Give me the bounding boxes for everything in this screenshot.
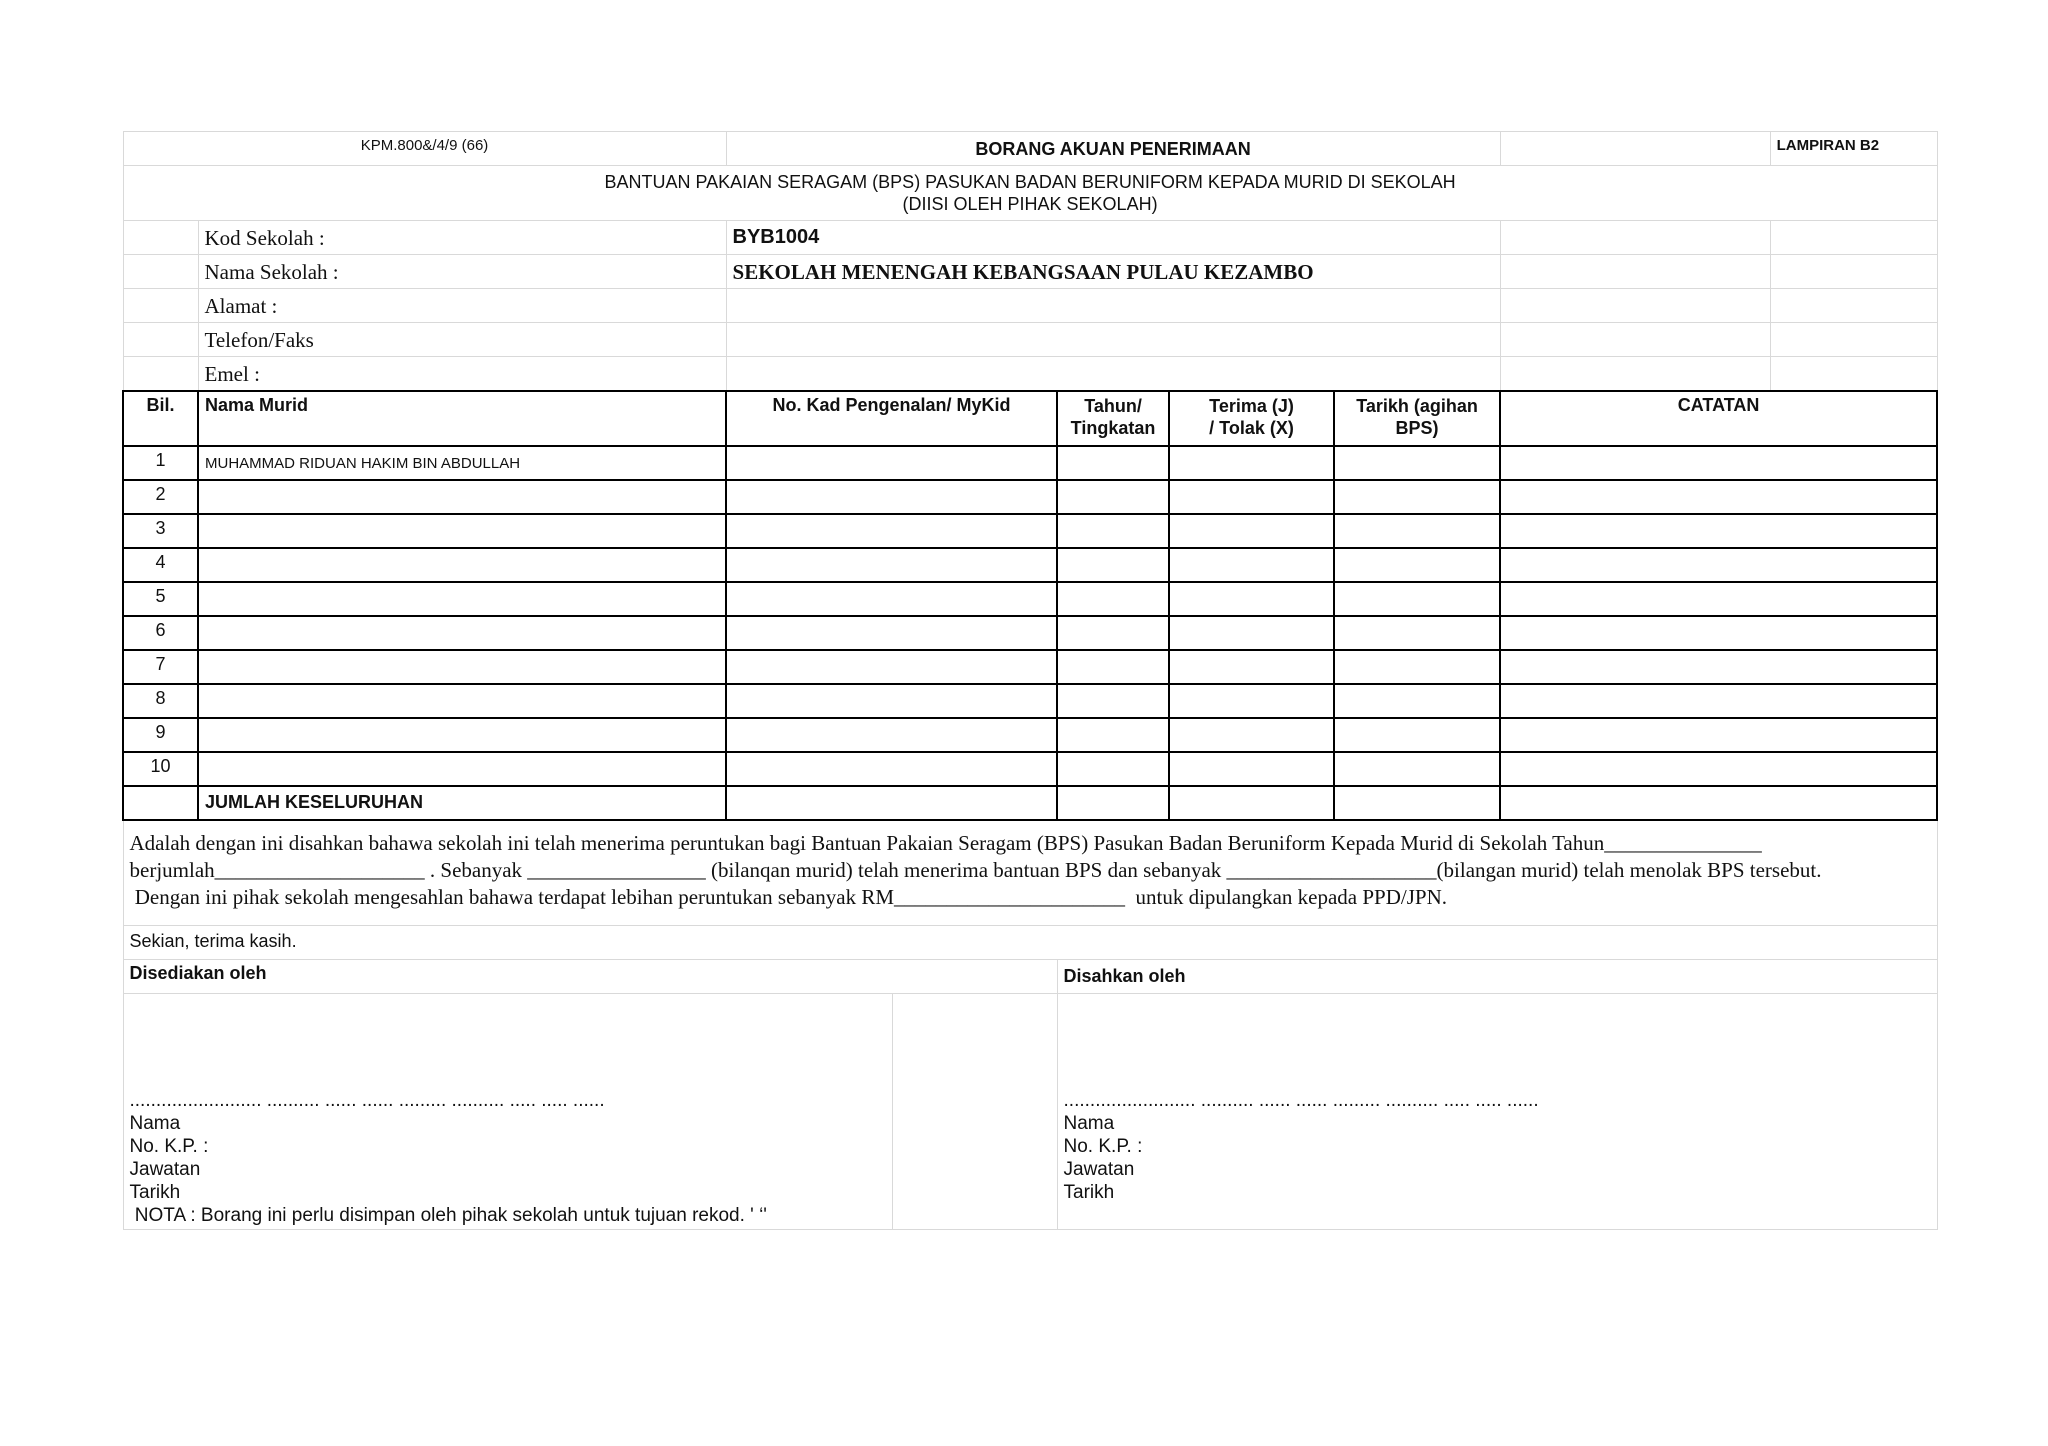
row-tahun [1057, 718, 1169, 752]
row-catatan [1500, 548, 1937, 582]
row-tahun [1057, 480, 1169, 514]
school-code-row [123, 221, 1937, 255]
row-terima [1169, 582, 1334, 616]
prepared-by-label: Disediakan oleh [123, 960, 1057, 994]
verified-tarikh: Tarikh [1063, 1182, 1115, 1203]
subtitle-line-2: (DIISI OLEH PIHAK SEKOLAH) [902, 194, 1158, 214]
student-table-header [123, 391, 1937, 446]
row-terima [1169, 616, 1334, 650]
row-tarikh [1334, 480, 1500, 514]
row-tarikh [1334, 616, 1500, 650]
row-catatan [1500, 752, 1937, 786]
row-nama [198, 548, 726, 582]
row-nama [198, 582, 726, 616]
table-row [123, 616, 1937, 650]
school-name-value: SEKOLAH MENENGAH KEBANGSAAN PULAU KEZAMBO [726, 255, 1500, 289]
header-row [123, 132, 1937, 166]
school-code-label: Kod Sekolah : [198, 221, 726, 255]
school-email-value [726, 357, 1500, 391]
row-ic [726, 480, 1057, 514]
verified-by-label: Disahkan oleh [1057, 960, 1937, 994]
row-ic [726, 650, 1057, 684]
row-tarikh [1334, 514, 1500, 548]
prepared-dots: ......................... .......... ...... ...... ......... .......... ..... ..... ...... [129, 1090, 605, 1111]
form-sheet [122, 131, 1936, 1230]
row-terima [1169, 446, 1334, 480]
school-name-label: Nama Sekolah : [198, 255, 726, 289]
col-header-terima: Terima (J) / Tolak (X) [1169, 391, 1334, 446]
col-header-catatan: CATATAN [1500, 391, 1937, 446]
row-nama [198, 684, 726, 718]
row-bil: 2 [123, 480, 198, 514]
form-title: BORANG AKUAN PENERIMAAN [726, 132, 1500, 166]
verified-by-block [1057, 994, 1937, 1230]
subtitle-row [123, 166, 1937, 221]
signature-label-row [123, 960, 1937, 994]
col-header-ic: No. Kad Pengenalan/ MyKid [726, 391, 1057, 446]
row-catatan [1500, 718, 1937, 752]
row-tarikh [1334, 752, 1500, 786]
row-nama [198, 752, 726, 786]
row-terima [1169, 480, 1334, 514]
row-tahun [1057, 752, 1169, 786]
row-tarikh [1334, 650, 1500, 684]
row-bil: 3 [123, 514, 198, 548]
row-tarikh [1334, 582, 1500, 616]
col-header-bil: Bil. [123, 391, 198, 446]
row-bil: 10 [123, 752, 198, 786]
total-row [123, 786, 1937, 820]
school-address-row [123, 289, 1937, 323]
row-tarikh [1334, 446, 1500, 480]
row-bil: 1 [123, 446, 198, 480]
student-rows [123, 446, 1937, 786]
row-bil: 8 [123, 684, 198, 718]
prepared-by-block [123, 994, 892, 1230]
table-row [123, 548, 1937, 582]
row-terima [1169, 650, 1334, 684]
row-catatan [1500, 616, 1937, 650]
school-phone-row [123, 323, 1937, 357]
row-bil: 6 [123, 616, 198, 650]
row-tahun [1057, 446, 1169, 480]
row-tahun [1057, 650, 1169, 684]
row-tarikh [1334, 548, 1500, 582]
row-tahun [1057, 514, 1169, 548]
row-ic [726, 514, 1057, 548]
row-ic [726, 548, 1057, 582]
row-nama: MUHAMMAD RIDUAN HAKIM BIN ABDULLAH [198, 446, 726, 480]
attachment-label: LAMPIRAN B2 [1770, 132, 1937, 166]
col-header-nama: Nama Murid [198, 391, 726, 446]
ref-code: KPM.800&/4/9 (66) [123, 132, 726, 166]
row-nama [198, 718, 726, 752]
row-catatan [1500, 650, 1937, 684]
row-terima [1169, 718, 1334, 752]
row-ic [726, 718, 1057, 752]
prepared-kp: No. K.P. : [129, 1136, 209, 1157]
row-nama [198, 514, 726, 548]
row-terima [1169, 514, 1334, 548]
row-tahun [1057, 582, 1169, 616]
school-address-label: Alamat : [198, 289, 726, 323]
row-nama [198, 650, 726, 684]
nota-text: NOTA : Borang ini perlu disimpan oleh pihak sekolah untuk tujuan rekod. ' ‘' [129, 1205, 767, 1226]
verified-nama: Nama [1063, 1113, 1115, 1134]
table-row [123, 480, 1937, 514]
row-terima [1169, 752, 1334, 786]
row-tahun [1057, 548, 1169, 582]
school-code-value: BYB1004 [726, 221, 1500, 255]
school-email-row [123, 357, 1937, 391]
declaration-row [123, 820, 1937, 926]
verified-jawatan: Jawatan [1063, 1159, 1135, 1180]
declaration-text [123, 820, 1937, 926]
row-bil: 5 [123, 582, 198, 616]
school-phone-label: Telefon/Faks [198, 323, 726, 357]
row-catatan [1500, 684, 1937, 718]
total-label: JUMLAH KESELURUHAN [198, 786, 726, 820]
col-header-tahun: Tahun/ Tingkatan [1057, 391, 1169, 446]
row-bil: 7 [123, 650, 198, 684]
row-terima [1169, 684, 1334, 718]
school-phone-value [726, 323, 1500, 357]
closing-text: Sekian, terima kasih. [123, 926, 1937, 960]
row-catatan [1500, 582, 1937, 616]
signature-block-row [123, 994, 1937, 1230]
table-row [123, 684, 1937, 718]
declaration-line-1: Adalah dengan ini disahkan bahawa sekolah ini telah menerima peruntukan bagi Bantuan Pakaian Seragam (BPS) Pasukan Badan Beruniform Kepada Murid di Sekolah Tahun_______________ [129, 830, 1762, 855]
row-catatan [1500, 514, 1937, 548]
row-tarikh [1334, 718, 1500, 752]
table-row [123, 446, 1937, 480]
verified-kp: No. K.P. : [1063, 1136, 1143, 1157]
row-catatan [1500, 480, 1937, 514]
row-ic [726, 752, 1057, 786]
table-row [123, 752, 1937, 786]
school-email-label: Emel : [198, 357, 726, 391]
prepared-jawatan: Jawatan [129, 1159, 201, 1180]
prepared-tarikh: Tarikh [129, 1182, 181, 1203]
declaration-line-3: Dengan ini pihak sekolah mengesahlan bahawa terdapat lebihan peruntukan sebanyak RM______________________ untuk dipulangkan kepada PPD/JPN. [129, 884, 1447, 909]
school-name-row [123, 255, 1937, 289]
row-tahun [1057, 616, 1169, 650]
row-ic [726, 616, 1057, 650]
row-bil: 9 [123, 718, 198, 752]
row-nama [198, 616, 726, 650]
row-catatan [1500, 446, 1937, 480]
school-address-value [726, 289, 1500, 323]
row-tarikh [1334, 684, 1500, 718]
subtitle-line-1: BANTUAN PAKAIAN SERAGAM (BPS) PASUKAN BADAN BERUNIFORM KEPADA MURID DI SEKOLAH [604, 172, 1456, 192]
table-row [123, 582, 1937, 616]
col-header-tarikh: Tarikh (agihan BPS) [1334, 391, 1500, 446]
row-ic [726, 582, 1057, 616]
prepared-nama: Nama [129, 1113, 181, 1134]
row-ic [726, 446, 1057, 480]
declaration-line-2: berjumlah____________________ . Sebanyak _________________ (bilanqan murid) telah menerima bantuan BPS dan sebanyak ____________________(bilangan murid) telah menolak BPS tersebut. [129, 857, 1822, 882]
closing-row [123, 926, 1937, 960]
row-ic [726, 684, 1057, 718]
table-row [123, 718, 1937, 752]
table-row [123, 514, 1937, 548]
row-terima [1169, 548, 1334, 582]
row-bil: 4 [123, 548, 198, 582]
row-tahun [1057, 684, 1169, 718]
verified-dots: ......................... .......... ...... ...... ......... .......... ..... ..... ...... [1063, 1090, 1539, 1111]
form-table [122, 131, 1938, 1230]
table-row [123, 650, 1937, 684]
row-nama [198, 480, 726, 514]
